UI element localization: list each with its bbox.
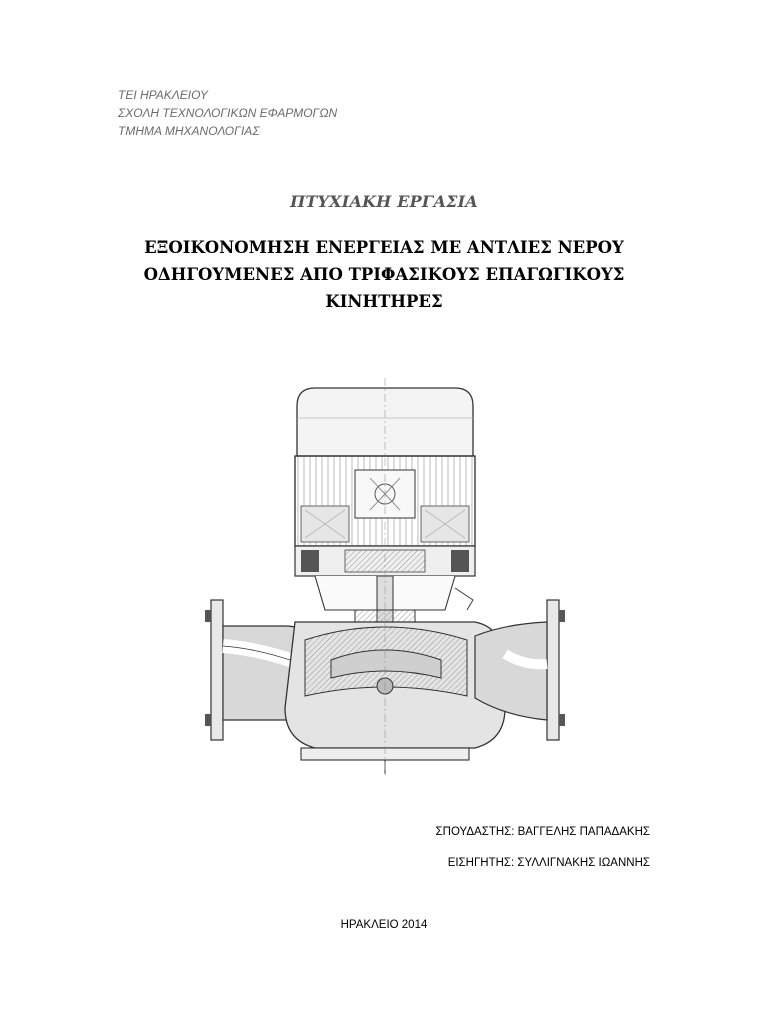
- institution-header: [118, 86, 337, 140]
- place-and-year: ΗΡΑΚΛΕΙΟ 2014: [340, 919, 428, 931]
- pump-cross-section-drawing: [205, 378, 577, 778]
- student-name: ΣΠΟΥΔΑΣΤΗΣ: ΒΑΓΓΕΛΗΣ ΠΑΠΑΔΑΚΗΣ: [435, 826, 650, 838]
- title-line-2: ΟΔΗΓΟΥΜΕΝΕΣ ΑΠΟ ΤΡΙΦΑΣΙΚΟΥΣ ΕΠΑΓΩΓΙΚΟΥΣ: [143, 265, 625, 284]
- institution-name: ΤΕΙ ΗΡΑΚΛΕΙΟΥ: [118, 88, 208, 102]
- thesis-title: [120, 234, 648, 315]
- title-line-1: ΕΞΟΙΚΟΝΟΜΗΣΗ ΕΝΕΡΓΕΙΑΣ ΜΕ ΑΝΤΛΙΕΣ ΝΕΡΟΥ: [144, 238, 624, 257]
- pump-casing: [205, 378, 565, 778]
- thesis-type-label: ΠΤΥΧΙΑΚΗ ΕΡΓΑΣΙΑ: [290, 192, 478, 211]
- department-name: ΤΜΗΜΑ ΜΗΧΑΝΟΛΟΓΙΑΣ: [118, 124, 260, 138]
- title-line-3: ΚΙΝΗΤΗΡΕΣ: [325, 292, 443, 311]
- supervisor-name: ΕΙΣΗΓΗΤΗΣ: ΣΥΛΛΙΓΝΑΚΗΣ ΙΩΑΝΝΗΣ: [447, 857, 650, 869]
- school-name: ΣΧΟΛΗ ΤΕΧΝΟΛΟΓΙΚΩΝ ΕΦΑΡΜΟΓΩΝ: [118, 106, 338, 120]
